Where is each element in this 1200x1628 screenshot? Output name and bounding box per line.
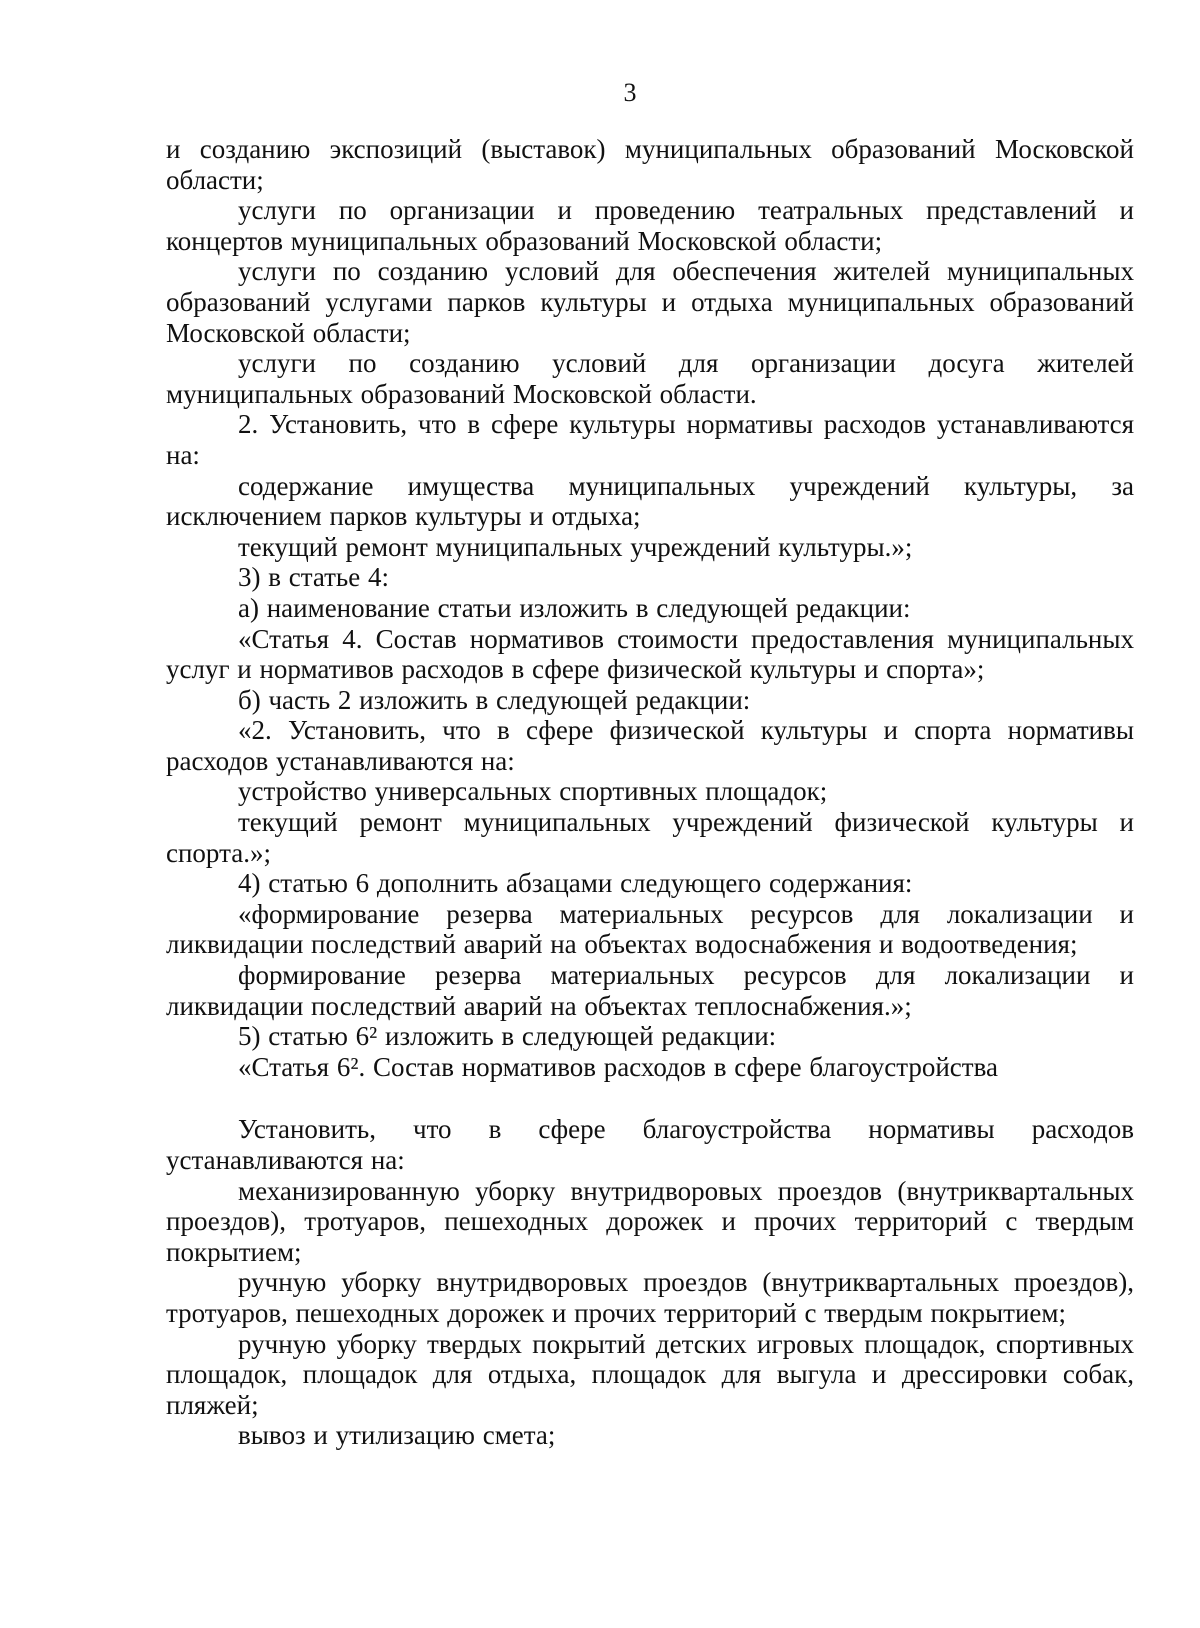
paragraph: 5) статью 6² изложить в следующей редакции: <box>238 1021 777 1052</box>
paragraph: формирование резерва материальных ресурсов для локализации и ликвидации последствий аварий на объектах теплоснабжения.»; <box>166 960 1134 1021</box>
paragraph: б) часть 2 изложить в следующей редакции: <box>238 684 751 715</box>
paragraph: 4) статью 6 дополнить абзацами следующего содержания: <box>238 868 913 899</box>
article-heading: «Статья 6². Состав нормативов расходов в сфере благоустройства <box>238 1051 998 1082</box>
paragraph: ручную уборку внутридворовых проездов (внутриквартальных проездов), тротуаров, пешеходных дорожек и прочих территорий с твердым покрытием; <box>166 1267 1134 1328</box>
page-number: 3 <box>623 78 637 107</box>
paragraph: Установить, что в сфере благоустройства нормативы расходов устанавливаются на: <box>166 1114 1134 1175</box>
paragraph: «2. Установить, что в сфере физической культуры и спорта нормативы расходов устанавливаются на: <box>166 715 1134 776</box>
paragraph: «Статья 4. Состав нормативов стоимости предоставления муниципальных услуг и нормативов расходов в сфере физической культуры и спорта»; <box>166 623 1134 685</box>
paragraph: текущий ремонт муниципальных учреждений культуры.»; <box>238 531 913 562</box>
paragraph: и созданию экспозиций (выставок) муниципальных образований Московской области; <box>166 134 1134 195</box>
paragraph: содержание имущества муниципальных учреждений культуры, за исключением парков культуры и отдыха; <box>166 470 1134 532</box>
document-body <box>166 134 1134 1451</box>
paragraph: услуги по созданию условий для обеспечения жителей муниципальных образований услугами парков культуры и отдыха муниципальных образований Московской области; <box>166 256 1134 348</box>
paragraph: услуги по организации и проведению театральных представлений и концертов муниципальных образований Московской области; <box>166 195 1134 256</box>
paragraph: услуги по созданию условий для организации досуга жителей муниципальных образований Московской области. <box>166 348 1134 409</box>
paragraph: а) наименование статьи изложить в следующей редакции: <box>238 592 911 623</box>
paragraph: устройство универсальных спортивных площадок; <box>238 776 828 807</box>
paragraph: вывоз и утилизацию смета; <box>238 1420 556 1451</box>
paragraph: ручную уборку твердых покрытий детских игровых площадок, спортивных площадок, площадок для отдыха, площадок для выгула и дрессировки собак, пляжей; <box>166 1328 1134 1420</box>
paragraph: механизированную уборку внутридворовых проездов (внутриквартальных проездов), тротуаров, пешеходных дорожек и прочих территорий с твердым покрытием; <box>166 1175 1134 1267</box>
paragraph: 3) в статье 4: <box>238 562 389 593</box>
paragraph: 2. Установить, что в сфере культуры нормативы расходов устанавливаются на: <box>166 409 1134 470</box>
paragraph: «формирование резерва материальных ресурсов для локализации и ликвидации последствий аварий на объектах водоснабжения и водоотведения; <box>166 898 1134 960</box>
paragraph: текущий ремонт муниципальных учреждений физической культуры и спорта.»; <box>166 807 1134 868</box>
